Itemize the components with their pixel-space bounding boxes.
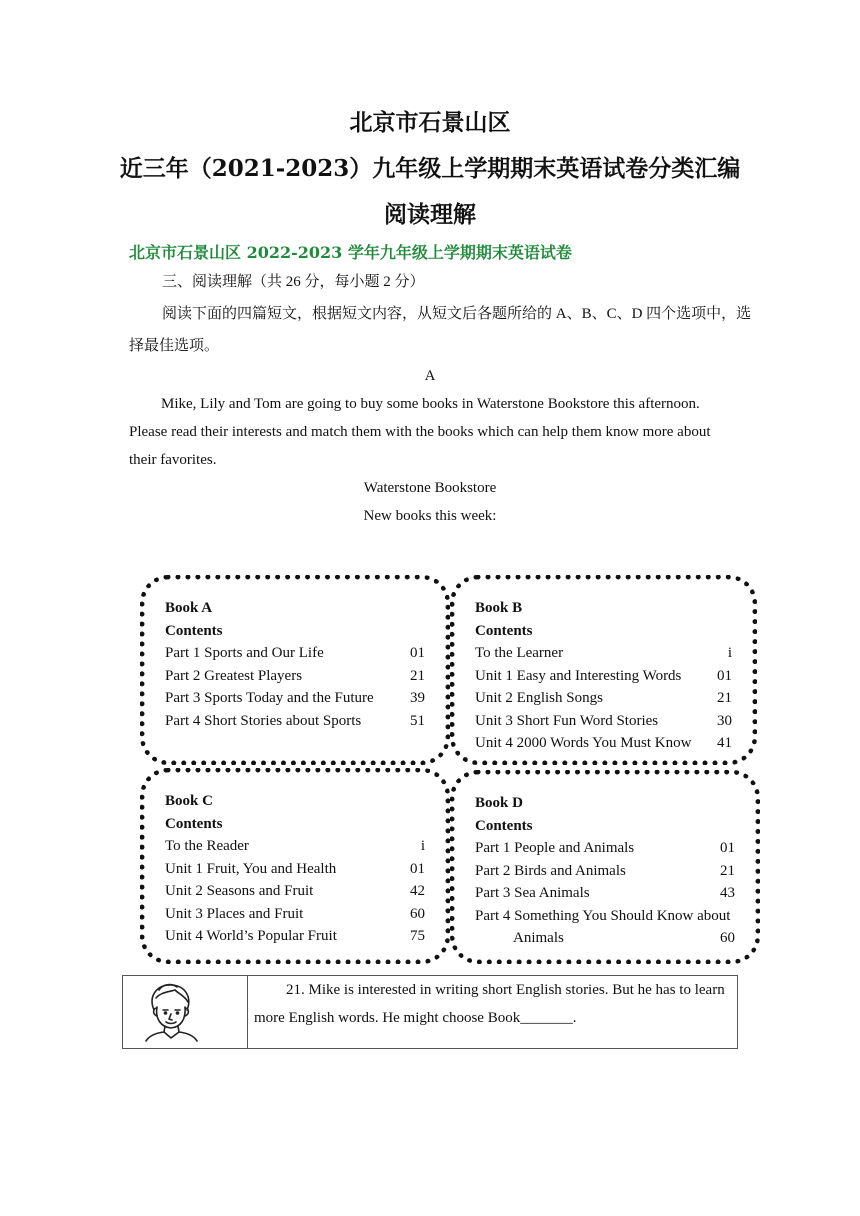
- toc-row: [513, 930, 735, 952]
- toc-page: 01: [720, 840, 735, 856]
- toc-label: To the Learner: [475, 645, 564, 661]
- toc-label: Unit 2 English Songs: [475, 690, 603, 706]
- toc-label: Unit 3 Places and Fruit: [165, 906, 304, 922]
- book-name: Book C: [165, 793, 213, 809]
- instruction-line-1: 阅读下面的四篇短文，根据短文内容，从短文后各题所给的 A、B、C、D 四个选项中，选: [162, 306, 752, 322]
- question-line-2: more English words. He might choose Book_______.: [254, 1010, 577, 1026]
- toc-page: 39: [410, 690, 425, 706]
- toc-row: [475, 713, 732, 735]
- toc-row: [475, 885, 735, 907]
- instruction-line-2: 择最佳选项。: [129, 338, 220, 354]
- book-b-card: [450, 575, 757, 765]
- toc-row: [475, 908, 735, 930]
- toc-page: i: [727, 645, 732, 661]
- toc-label: Part 3 Sea Animals: [475, 885, 590, 901]
- toc-page: 01: [410, 861, 425, 877]
- contents-label: Contents: [165, 623, 223, 639]
- toc-page: 21: [410, 668, 425, 684]
- passage-line-3: their favorites.: [129, 452, 217, 468]
- store-name: Waterstone Bookstore: [363, 480, 497, 496]
- toc-row: [475, 668, 732, 690]
- toc-label: Unit 1 Easy and Interesting Words: [475, 668, 682, 684]
- toc-label: Part 3 Sports Today and the Future: [165, 690, 374, 706]
- toc-page: 43: [720, 885, 735, 901]
- toc-row: [165, 838, 425, 860]
- book-name: Book D: [475, 795, 523, 811]
- passage-line-2: Please read their interests and match them with the books which can help them know more about: [129, 424, 711, 440]
- toc-label: Part 4 Short Stories about Sports: [165, 713, 362, 729]
- store-subtitle: New books this week:: [363, 508, 497, 524]
- toc-page: 75: [410, 928, 425, 944]
- book-name: Book A: [165, 600, 213, 616]
- toc-row: [165, 883, 425, 905]
- book-a-card: [140, 575, 450, 765]
- toc-page: 60: [720, 930, 735, 946]
- toc-label: Animals: [513, 930, 564, 946]
- section-heading: 三、阅读理解（共 26 分，每小题 2 分）: [162, 274, 425, 290]
- book-name: Book B: [475, 600, 523, 616]
- toc-label: Unit 4 2000 Words You Must Know: [475, 735, 692, 751]
- passage-line-1: Mike, Lily and Tom are going to buy some books in Waterstone Bookstore this afternoon.: [161, 396, 700, 412]
- toc-label: Part 4 Something You Should Know about: [475, 908, 731, 924]
- toc-page: 51: [410, 713, 425, 729]
- section-title: 阅读理解: [384, 201, 476, 228]
- toc-row: [165, 645, 425, 667]
- toc-page: 21: [717, 690, 732, 706]
- toc-label: Part 2 Birds and Animals: [475, 863, 626, 879]
- toc-row: [165, 690, 425, 712]
- toc-page: 41: [717, 735, 732, 751]
- toc-row: [165, 906, 425, 928]
- toc-page: 30: [717, 713, 732, 729]
- toc-page: 01: [717, 668, 732, 684]
- question-cell: [248, 976, 738, 1049]
- toc-row: [475, 840, 735, 862]
- exam-title: 北京市石景山区 2022-2023 学年九年级上学期期末英语试卷: [129, 243, 572, 262]
- book-d-card: [450, 770, 760, 964]
- toc-page: 21: [720, 863, 735, 879]
- toc-page: i: [420, 838, 425, 854]
- toc-label: Unit 1 Fruit, You and Health: [165, 861, 337, 877]
- contents-label: Contents: [475, 818, 533, 834]
- contents-label: Contents: [475, 623, 533, 639]
- toc-row: [165, 668, 425, 690]
- toc-label: Part 2 Greatest Players: [165, 668, 303, 684]
- passage-label: A: [424, 368, 436, 384]
- boy-portrait-icon: [123, 976, 247, 1046]
- toc-label: Unit 3 Short Fun Word Stories: [475, 713, 659, 729]
- document-title: 北京市石景山区: [349, 109, 511, 136]
- toc-page: 60: [410, 906, 425, 922]
- book-c-card: [140, 768, 450, 964]
- toc-row: [165, 861, 425, 883]
- avatar-cell: [123, 976, 248, 1049]
- toc-row: [165, 928, 425, 950]
- toc-label: Unit 4 World’s Popular Fruit: [165, 928, 337, 944]
- toc-label: Unit 2 Seasons and Fruit: [165, 883, 314, 899]
- toc-row: [475, 863, 735, 885]
- question-line-1: 21. Mike is interested in writing short English stories. But he has to learn: [286, 982, 725, 998]
- toc-row: [475, 645, 732, 667]
- toc-row: [165, 713, 425, 735]
- table-row: [123, 976, 738, 1049]
- toc-page: 42: [410, 883, 425, 899]
- toc-row: [475, 690, 732, 712]
- question-table: [122, 975, 738, 1049]
- toc-label: Part 1 Sports and Our Life: [165, 645, 324, 661]
- contents-label: Contents: [165, 816, 223, 832]
- document-subtitle: 近三年（2021-2023）九年级上学期期末英语试卷分类汇编: [119, 155, 741, 182]
- toc-label: To the Reader: [165, 838, 249, 854]
- toc-label: Part 1 People and Animals: [475, 840, 635, 856]
- toc-page: 01: [410, 645, 425, 661]
- toc-row: [475, 735, 732, 757]
